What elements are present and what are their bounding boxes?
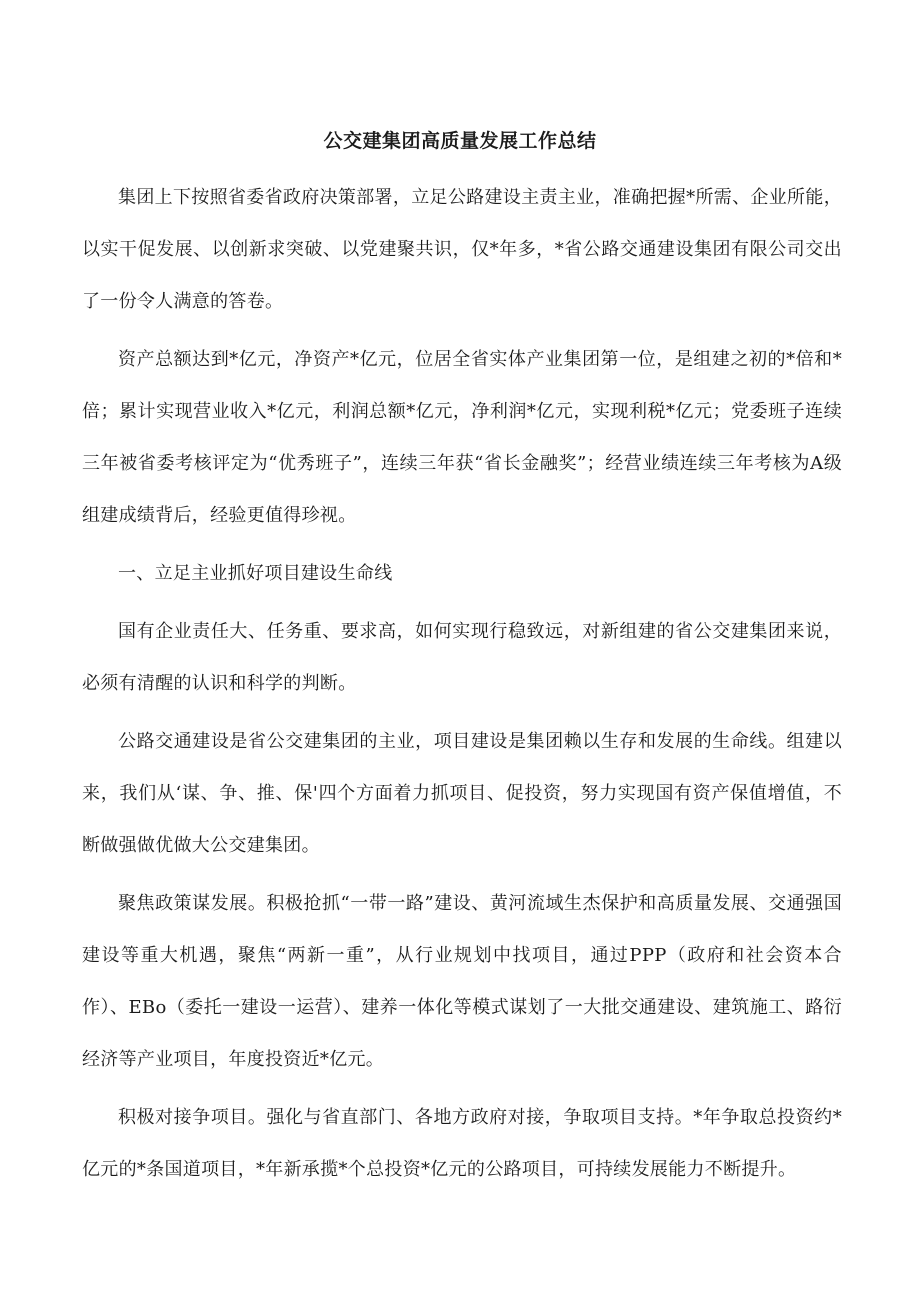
paragraph-intro: 集团上下按照省委省政府决策部署，立足公路建设主责主业，准确把握*所需、企业所能，以实干促发展、以创新求突破、以党建聚共识，仅*年多，*省公路交通建设集团有限公司交出了一份令人满意的答卷。 bbox=[82, 187, 842, 312]
paragraph-policy-focus: 聚焦政策谋发展。积极抢抓“一带一路”建设、黄河流域生杰保护和高质量发展、交通强国建设等重大机遇，聚焦“两新一重”，从行业规划中找项目，通过PPP（政府和社会资本合作）、EBo（委托一建设一运营）、建养一体化等模式谋划了一大批交通建设、建筑施工、路衍经济等产业项目，年度投资近*亿元。 bbox=[82, 893, 842, 1070]
paragraph-achievements: 资产总额达到*亿元，净资产*亿元，位居全省实体产业集团第一位，是组建之初的*倍和*倍；累计实现营业收入*亿元，利润总额*亿元，净利润*亿元，实现利税*亿元；党委班子连续三年被省委考核评定为“优秀班子”，连续三年获“省长金融奖”；经营业绩连续三年考核为A级组建成绩背后，经验更值得珍视。 bbox=[82, 349, 842, 526]
document-body bbox=[82, 172, 842, 1202]
paragraph-responsibility: 国有企业责任大、任务重、要求高，如何实现行稳致远，对新组建的省公交建集团来说，必须有清醒的认识和科学的判断。 bbox=[82, 621, 842, 694]
paragraph-project-docking: 积极对接争项目。强化与省直部门、各地方政府对接，争取项目支持。*年争取总投资约*亿元的*条国道项目，*年新承揽*个总投资*亿元的公路项目，可持续发展能力不断提升。 bbox=[82, 1107, 842, 1180]
paragraph-main-business: 公路交通建设是省公交建集团的主业，项目建设是集团赖以生存和发展的生命线。组建以来，我们从‘谋、争、推、保'四个方面着力抓项目、促投资，努力实现国有资产保值增值，不断做强做优做大公交建集团。 bbox=[82, 731, 842, 856]
document-title: 公交建集团高质量发展工作总结 bbox=[323, 130, 597, 152]
section-heading-1: 一、立足主业抓好项目建设生命线 bbox=[118, 563, 393, 584]
